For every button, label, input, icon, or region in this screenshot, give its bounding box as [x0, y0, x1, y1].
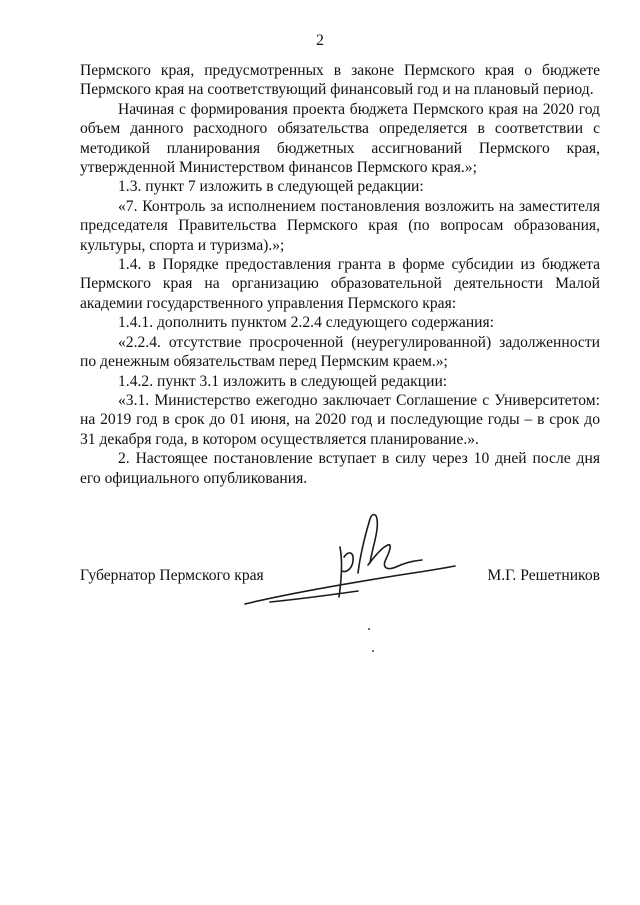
signatory-title: Губернатор Пермского края [80, 567, 264, 584]
scan-speck [372, 650, 374, 652]
paragraph-item-1-4-1: 1.4.1. дополнить пунктом 2.2.4 следующего содержания: [118, 314, 495, 332]
document-body [80, 61, 600, 488]
paragraph-item-1-4-2: 1.4.2. пункт 3.1 изложить в следующей редакции: [118, 372, 448, 390]
page-number: 2 [316, 32, 324, 49]
paragraph-item-2-2-4-text: «2.2.4. отсутствие просроченной (неурегулированной) задолженности по денежным обязательствам перед Пермским краем.»; [80, 333, 600, 371]
paragraph-item-7-text: «7. Контроль за исполнением постановления возложить на заместителя председателя Правительства Пермского края (по вопросам образования, культуры, спорта и туризма).»; [80, 197, 600, 254]
signatory-name: М.Г. Решетников [487, 567, 600, 584]
paragraph-effective-date: 2. Настоящее постановление вступает в силу через 10 дней после дня его официального опубликования. [80, 450, 600, 487]
paragraph-item-3-1-text: «3.1. Министерство ежегодно заключает Соглашение с Университетом: на 2019 год в срок до 01 июня, на 2020 год и последующие годы – в срок до 31 декабря года, в котором осуществляется планирование.». [80, 391, 600, 448]
paragraph-item-1-3: 1.3. пункт 7 изложить в следующей редакции: [118, 178, 424, 196]
paragraph-budget-methodology: Начиная с формирования проекта бюджета Пермского края на 2020 год объем данного расходного обязательства определяется в соответствии с методикой планирования бюджетных ассигнований Пермского края, утвержденной Министерством финансов Пермского края.»; [80, 100, 600, 177]
paragraph-item-1-4: 1.4. в Порядке предоставления гранта в форме субсидии из бюджета Пермского края на организацию образовательной деятельности Малой академии государственного управления Пермского края: [80, 256, 600, 312]
handwritten-signature [240, 505, 460, 615]
paragraph-continuation: Пермского края, предусмотренных в законе Пермского края о бюджете Пермского края на соответствующий финансовый год и на плановый период. [80, 62, 600, 99]
scan-speck [368, 628, 370, 630]
